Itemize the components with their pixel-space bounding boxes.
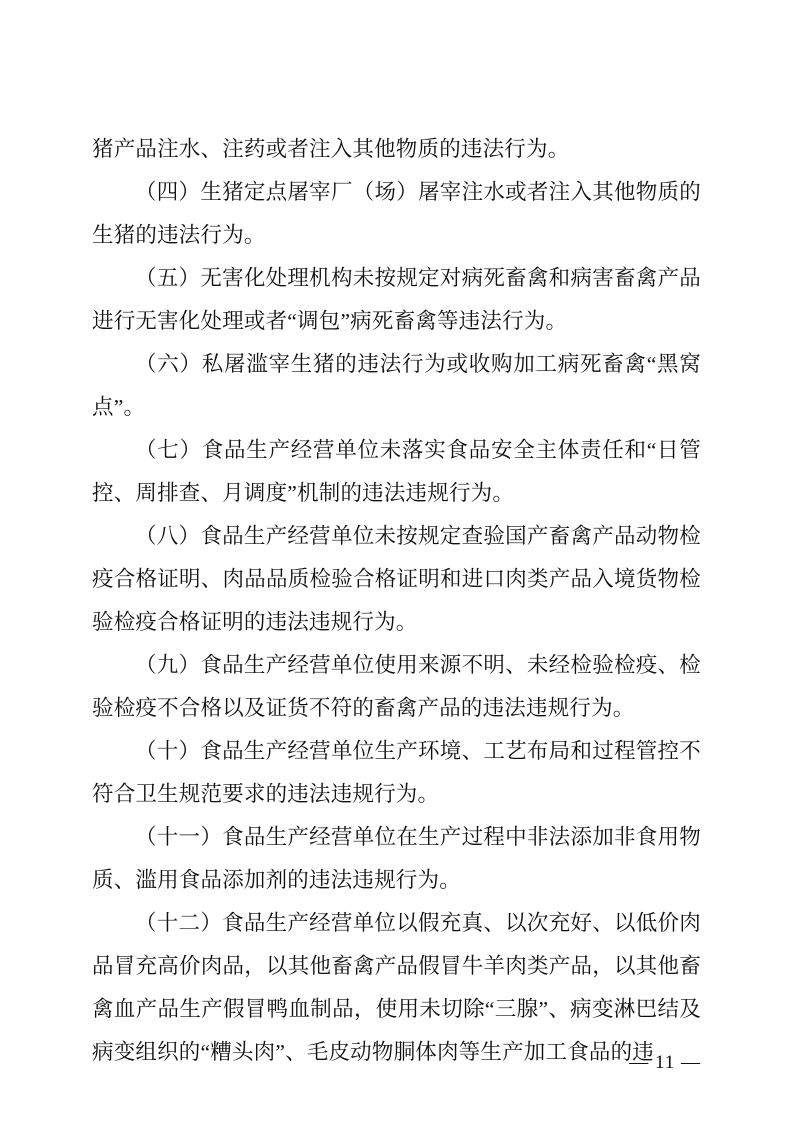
paragraph-continuation: 猪产品注水、注药或者注入其他物质的违法行为。 xyxy=(92,137,570,161)
paragraph-item-11: （十一）食品生产经营单位在生产过程中非法添加非食用物质、滥用食品添加剂的违法违规行为。 xyxy=(92,825,701,892)
document-body xyxy=(92,128,701,1074)
paragraph-item-10: （十）食品生产经营单位生产环境、工艺布局和过程管控不符合卫生规范要求的违法违规行为。 xyxy=(92,739,701,806)
paragraph-item-8: （八）食品生产经营单位未按规定查验国产畜禽产品动物检疫合格证明、肉品品质检验合格证明和进口肉类产品入境货物检验检疫合格证明的违法违规行为。 xyxy=(92,524,701,634)
paragraph-item-5: （五）无害化处理机构未按规定对病死畜禽和病害畜禽产品进行无害化处理或者“调包”病死畜禽等违法行为。 xyxy=(92,266,701,333)
paragraph-item-12: （十二）食品生产经营单位以假充真、以次充好、以低价肉品冒充高价肉品，以其他畜禽产品假冒牛羊肉类产品，以其他畜禽血产品生产假冒鸭血制品，使用未切除“三腺”、病变淋巴结及病变组织的“糟头肉”、毛皮动物胴体肉等生产加工食品的违 xyxy=(92,911,701,1064)
paragraph-item-4: （四）生猪定点屠宰厂（场）屠宰注水或者注入其他物质的生猪的违法行为。 xyxy=(92,180,701,247)
paragraph-item-6: （六）私屠滥宰生猪的违法行为或收购加工病死畜禽“黑窝点”。 xyxy=(92,352,701,419)
page-number: — 11 — xyxy=(629,1052,701,1073)
paragraph-item-9: （九）食品生产经营单位使用来源不明、未经检验检疫、检验检疫不合格以及证货不符的畜禽产品的违法违规行为。 xyxy=(92,653,701,720)
paragraph-item-7: （七）食品生产经营单位未落实食品安全主体责任和“日管控、周排查、月调度”机制的违法违规行为。 xyxy=(92,438,701,505)
